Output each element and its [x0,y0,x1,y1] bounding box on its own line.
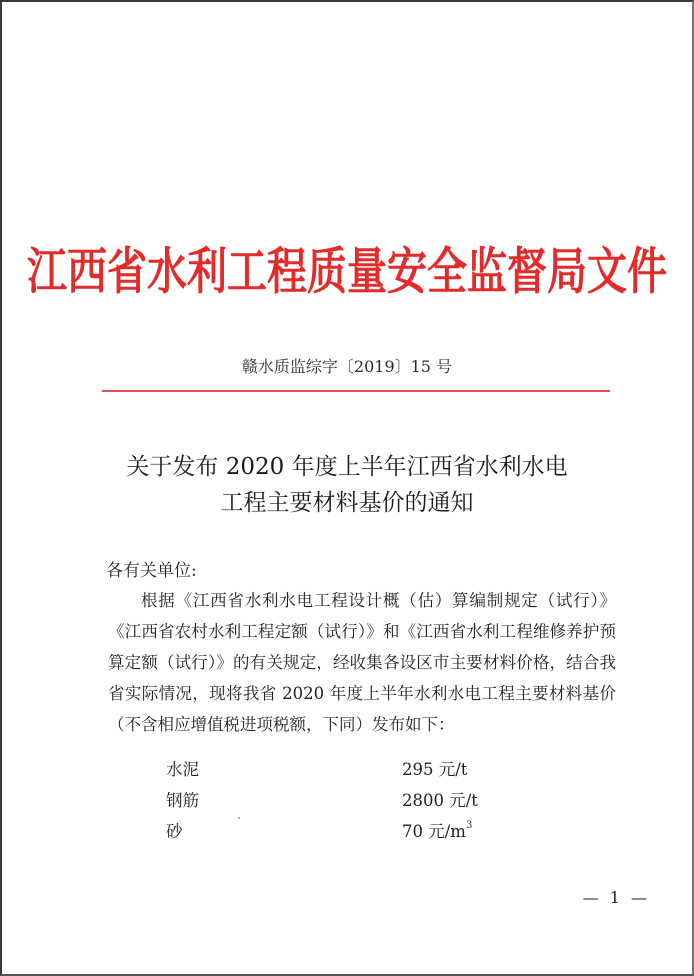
material-price: 2800 元/t [402,791,478,810]
salutation: 各有关单位: [106,561,197,581]
body-text: 根据《江西省水利水电工程设计概（估）算编制规定（试行）》《江西省农村水利工程定额（试行）》和《江西省水利工程维修养护预算定额（试行）》的有关规定，经收集各设区市主要材料价格，结合我省实际情况，现将我省 2020 年度上半年水利水电工程主要材料基价（不含相应增值税进项税额，下同）发布如下： [108,591,616,734]
material-row [166,754,566,785]
masthead-title: 江西省水利工程质量安全监督局文件 [27,242,667,301]
material-name: 水泥 [166,760,199,779]
red-separator-line [102,390,610,392]
material-price-unit-exponent: 3 [465,820,473,831]
materials-list [166,754,566,847]
body-paragraph [108,585,616,740]
document-number: 赣水质监综字〔2019〕15 号 [241,357,453,376]
material-name: 钢筋 [166,791,199,810]
material-row [166,816,566,847]
scan-speck [238,817,240,819]
material-name: 砂 [166,822,183,841]
notice-title [62,449,632,521]
material-price-text: 70 元/m [402,822,466,841]
material-price [402,816,472,847]
material-price: 295 元/t [402,760,468,779]
material-row [166,785,566,816]
notice-title-line-1: 关于发布 2020 年度上半年江西省水利水电 [126,454,568,480]
notice-title-line-2: 工程主要材料基价的通知 [220,490,474,516]
page-number: — 1 — [582,888,650,907]
